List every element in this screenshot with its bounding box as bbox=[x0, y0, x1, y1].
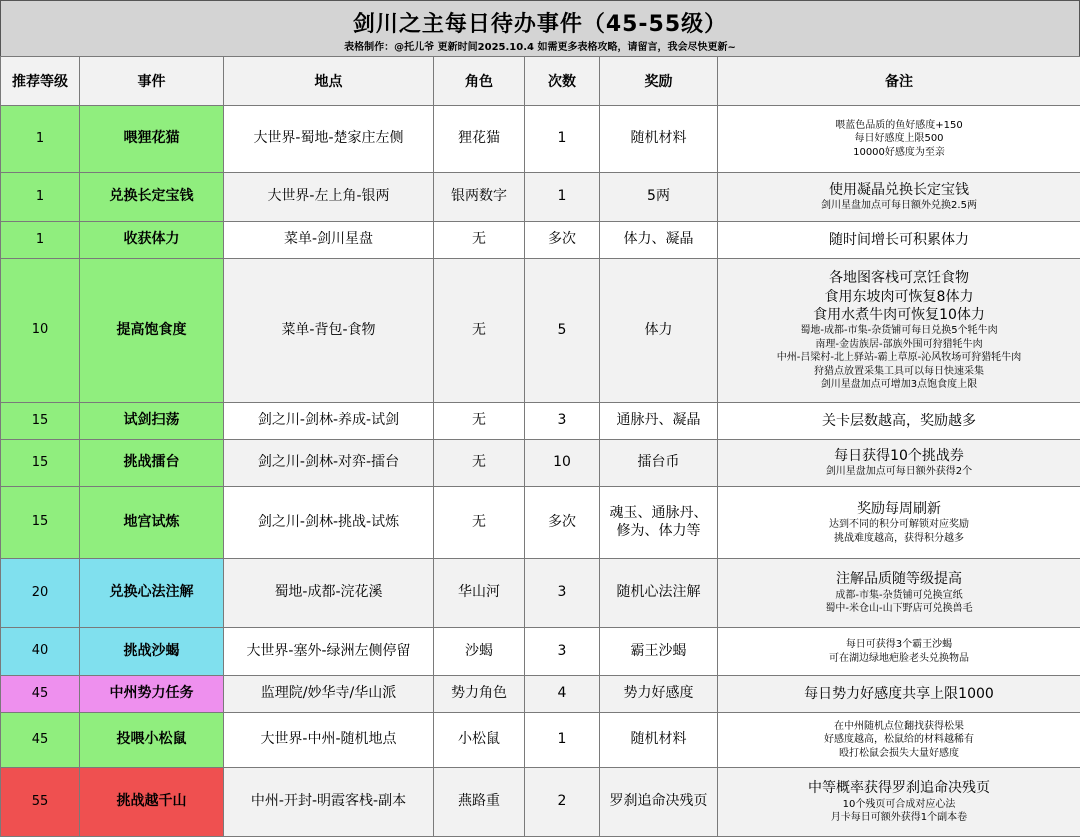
event-cell: 收获体力 bbox=[80, 222, 224, 259]
count-cell: 多次 bbox=[525, 222, 600, 259]
table-body bbox=[1, 106, 1080, 837]
table-row bbox=[1, 628, 1080, 676]
header-notes: 备注 bbox=[718, 57, 1080, 106]
reward-cell: 随机材料 bbox=[600, 713, 718, 768]
note-small-line: 可在湖边绿地疤脸老头兑换物品 bbox=[829, 652, 969, 664]
role-cell: 无 bbox=[434, 487, 525, 559]
place-cell: 大世界-中州-随机地点 bbox=[224, 713, 434, 768]
notes-cell bbox=[718, 768, 1080, 837]
note-main-line: 使用凝晶兑换长定宝钱 bbox=[829, 182, 969, 199]
note-main-line: 食用水煮牛肉可恢复10体力 bbox=[813, 306, 985, 323]
count-cell: 4 bbox=[525, 676, 600, 713]
reward-cell: 5两 bbox=[600, 173, 718, 222]
event-cell: 兑换心法注解 bbox=[80, 559, 224, 628]
note-small-line: 10000好感度为至亲 bbox=[853, 146, 945, 158]
count-cell: 2 bbox=[525, 768, 600, 837]
role-cell: 无 bbox=[434, 403, 525, 440]
level-cell: 40 bbox=[1, 628, 80, 676]
note-main-line: 每日获得10个挑战券 bbox=[834, 448, 964, 465]
level-cell: 15 bbox=[1, 487, 80, 559]
notes-cell bbox=[718, 222, 1080, 259]
reward-cell: 体力、凝晶 bbox=[600, 222, 718, 259]
event-cell: 中州势力任务 bbox=[80, 676, 224, 713]
table-row bbox=[1, 222, 1080, 259]
role-cell: 银两数字 bbox=[434, 173, 525, 222]
role-cell: 小松鼠 bbox=[434, 713, 525, 768]
table-row bbox=[1, 173, 1080, 222]
table-row bbox=[1, 106, 1080, 173]
count-cell: 10 bbox=[525, 440, 600, 487]
place-cell: 大世界-塞外-绿洲左侧停留 bbox=[224, 628, 434, 676]
place-cell: 大世界-蜀地-楚家庄左侧 bbox=[224, 106, 434, 173]
reward-cell: 随机心法注解 bbox=[600, 559, 718, 628]
note-small-line: 10个残页可合成对应心法 bbox=[842, 798, 956, 810]
note-small-line: 达到不同的积分可解锁对应奖励 bbox=[829, 519, 969, 531]
page-title: 剑川之主每日待办事件（45-55级） bbox=[352, 12, 728, 37]
notes-cell bbox=[718, 403, 1080, 440]
notes-cell bbox=[718, 106, 1080, 173]
place-cell: 菜单-剑川星盘 bbox=[224, 222, 434, 259]
level-cell: 15 bbox=[1, 403, 80, 440]
place-cell: 菜单-背包-食物 bbox=[224, 259, 434, 403]
level-cell: 1 bbox=[1, 222, 80, 259]
count-cell: 1 bbox=[525, 106, 600, 173]
note-small-line: 剑川星盘加点可每日额外获得2个 bbox=[825, 466, 973, 478]
reward-cell: 擂台币 bbox=[600, 440, 718, 487]
reward-cell: 通脉丹、凝晶 bbox=[600, 403, 718, 440]
note-main-line: 注解品质随等级提高 bbox=[836, 571, 962, 588]
role-cell: 华山河 bbox=[434, 559, 525, 628]
header-count: 次数 bbox=[525, 57, 600, 106]
note-small-line: 蜀中-米仓山-山下野店可兑换兽毛 bbox=[825, 603, 973, 615]
level-cell: 15 bbox=[1, 440, 80, 487]
count-cell: 多次 bbox=[525, 487, 600, 559]
title-block bbox=[0, 0, 1080, 57]
note-small-line: 南理-金齿族居-部族外围可狩猎牦牛肉 bbox=[815, 338, 983, 350]
event-cell: 挑战沙蝎 bbox=[80, 628, 224, 676]
place-cell: 监理院/妙华寺/华山派 bbox=[224, 676, 434, 713]
event-cell: 地宫试炼 bbox=[80, 487, 224, 559]
notes-cell bbox=[718, 487, 1080, 559]
table-row bbox=[1, 487, 1080, 559]
notes-cell bbox=[718, 173, 1080, 222]
note-small-line: 喂蓝色品质的鱼好感度+150 bbox=[835, 119, 963, 131]
header-event: 事件 bbox=[80, 57, 224, 106]
reward-cell: 体力 bbox=[600, 259, 718, 403]
level-cell: 55 bbox=[1, 768, 80, 837]
notes-cell bbox=[718, 713, 1080, 768]
event-cell: 挑战越千山 bbox=[80, 768, 224, 837]
table-row bbox=[1, 403, 1080, 440]
event-cell: 兑换长定宝钱 bbox=[80, 173, 224, 222]
table-row bbox=[1, 676, 1080, 713]
count-cell: 1 bbox=[525, 173, 600, 222]
note-small-line: 每日好感度上限500 bbox=[854, 133, 944, 145]
note-small-line: 月卡每日可额外获得1个副本卷 bbox=[830, 812, 968, 824]
role-cell: 无 bbox=[434, 259, 525, 403]
todo-table bbox=[0, 56, 1080, 837]
event-cell: 挑战擂台 bbox=[80, 440, 224, 487]
note-main-line: 中等概率获得罗刹追命决残页 bbox=[808, 780, 990, 797]
header-place: 地点 bbox=[224, 57, 434, 106]
note-main-line: 各地图客栈可烹饪食物 bbox=[829, 270, 969, 287]
level-cell: 20 bbox=[1, 559, 80, 628]
event-cell: 投喂小松鼠 bbox=[80, 713, 224, 768]
table-row bbox=[1, 768, 1080, 837]
place-cell: 大世界-左上角-银两 bbox=[224, 173, 434, 222]
level-cell: 1 bbox=[1, 106, 80, 173]
count-cell: 3 bbox=[525, 628, 600, 676]
note-small-line: 好感度越高，松鼠给的材料越稀有 bbox=[824, 734, 974, 746]
count-cell: 1 bbox=[525, 713, 600, 768]
header-reward: 奖励 bbox=[600, 57, 718, 106]
place-cell: 剑之川-剑林-养成-试剑 bbox=[224, 403, 434, 440]
reward-cell: 霸王沙蝎 bbox=[600, 628, 718, 676]
notes-cell bbox=[718, 676, 1080, 713]
note-small-line: 狩猎点放置采集工具可以每日快速采集 bbox=[814, 365, 984, 377]
event-cell: 喂狸花猫 bbox=[80, 106, 224, 173]
note-main-line: 随时间增长可积累体力 bbox=[829, 231, 969, 248]
place-cell: 中州-开封-明霞客栈-副本 bbox=[224, 768, 434, 837]
note-main-line: 关卡层数越高，奖励越多 bbox=[822, 412, 976, 429]
place-cell: 蜀地-成都-浣花溪 bbox=[224, 559, 434, 628]
role-cell: 沙蝎 bbox=[434, 628, 525, 676]
role-cell: 无 bbox=[434, 222, 525, 259]
level-cell: 45 bbox=[1, 676, 80, 713]
count-cell: 3 bbox=[525, 403, 600, 440]
table-row bbox=[1, 440, 1080, 487]
level-cell: 10 bbox=[1, 259, 80, 403]
note-main-line: 食用东坡肉可恢复8体力 bbox=[824, 288, 974, 305]
role-cell: 势力角色 bbox=[434, 676, 525, 713]
event-cell: 提高饱食度 bbox=[80, 259, 224, 403]
count-cell: 5 bbox=[525, 259, 600, 403]
notes-cell bbox=[718, 440, 1080, 487]
note-small-line: 蜀地-成都-市集-杂货铺可每日兑换5个牦牛肉 bbox=[800, 325, 998, 337]
reward-cell: 罗刹追命决残页 bbox=[600, 768, 718, 837]
header-level: 推荐等级 bbox=[1, 57, 80, 106]
level-cell: 45 bbox=[1, 713, 80, 768]
note-small-line: 殴打松鼠会损失大量好感度 bbox=[839, 747, 959, 759]
header-role: 角色 bbox=[434, 57, 525, 106]
table-row bbox=[1, 259, 1080, 403]
event-cell: 试剑扫荡 bbox=[80, 403, 224, 440]
reward-cell: 随机材料 bbox=[600, 106, 718, 173]
header-row bbox=[1, 57, 1080, 106]
role-cell: 狸花猫 bbox=[434, 106, 525, 173]
notes-cell bbox=[718, 259, 1080, 403]
place-cell: 剑之川-剑林-挑战-试炼 bbox=[224, 487, 434, 559]
note-main-line: 奖励每周刷新 bbox=[857, 500, 941, 517]
note-small-line: 剑川星盘加点可增加3点饱食度上限 bbox=[820, 379, 978, 391]
reward-cell: 势力好感度 bbox=[600, 676, 718, 713]
note-main-line: 每日势力好感度共享上限1000 bbox=[804, 685, 994, 702]
note-small-line: 剑川星盘加点可每日额外兑换2.5两 bbox=[821, 200, 977, 212]
table-row bbox=[1, 559, 1080, 628]
place-cell: 剑之川-剑林-对弈-擂台 bbox=[224, 440, 434, 487]
page-subtitle: 表格制作：@托儿爷 更新时间2025.10.4 如需更多表格攻略，请留言，我会尽快更新~ bbox=[344, 42, 736, 53]
note-small-line: 成都-市集-杂货铺可兑换宣纸 bbox=[835, 589, 963, 601]
reward-cell: 魂玉、通脉丹、修为、体力等 bbox=[600, 487, 718, 559]
notes-cell bbox=[718, 628, 1080, 676]
level-cell: 1 bbox=[1, 173, 80, 222]
role-cell: 燕路重 bbox=[434, 768, 525, 837]
table-row bbox=[1, 713, 1080, 768]
note-small-line: 挑战难度越高，获得积分越多 bbox=[834, 532, 964, 544]
role-cell: 无 bbox=[434, 440, 525, 487]
count-cell: 3 bbox=[525, 559, 600, 628]
note-small-line: 中州-吕梁村-北上驿站-霸上草原-沁风牧场可狩猎牦牛肉 bbox=[776, 352, 1022, 364]
note-small-line: 每日可获得3个霸王沙蝎 bbox=[845, 639, 953, 650]
note-small-line: 在中州随机点位翻找获得松果 bbox=[834, 720, 964, 732]
notes-cell bbox=[718, 559, 1080, 628]
